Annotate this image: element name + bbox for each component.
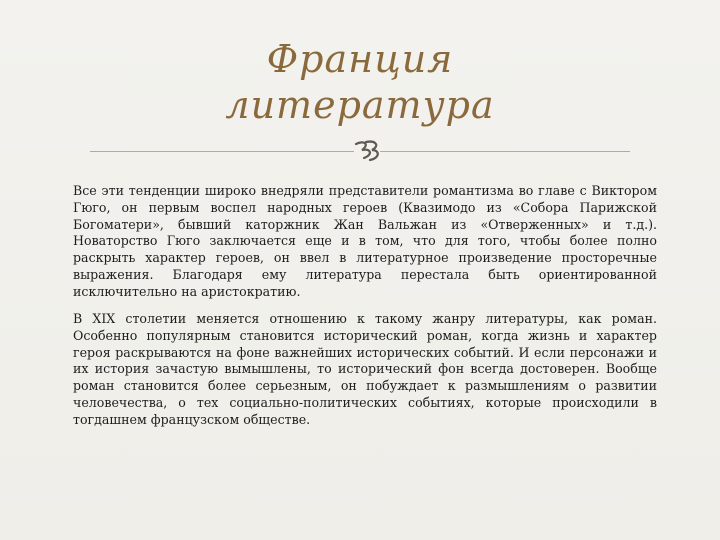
title-divider-right [380, 151, 630, 152]
title-line-1: Франция [266, 37, 454, 81]
paragraph-2: В XIX столетии меняется отношению к такому жанру литературы, как роман. Особенно популярным становится исторический роман, когда жизнь и характер героя раскрываются на фоне важнейших исторических событий. И если персонажи и их история зачастую вымышлены, то исторический фон всегда достоверен. Вообще роман становится более серьезным, он побуждает к размышлениям о развитии человечества, о тех социально-политических событиях, которые происходили в тогдашнем французском обществе. [73, 311, 657, 427]
paragraph-1: Все эти тенденции широко внедряли представители романтизма во главе с Виктором Гюго, он первым воспел народных героев (Квазимодо из «Собора Парижской Богоматери», бывший каторжник Жан Вальжан из «Отверженных» и т.д.). Новаторство Гюго заключается еще и в том, что для того, чтобы более полно раскрыть характер героев, он ввел в литературное произведение просторечные выражения. Благодаря ему литература перестала быть ориентированной исключительно на аристократию. [73, 183, 657, 299]
title-divider-left [90, 151, 354, 152]
slide-title [200, 36, 520, 128]
title-line-2: литература [225, 83, 495, 127]
scroll-ornament-icon [350, 138, 382, 164]
